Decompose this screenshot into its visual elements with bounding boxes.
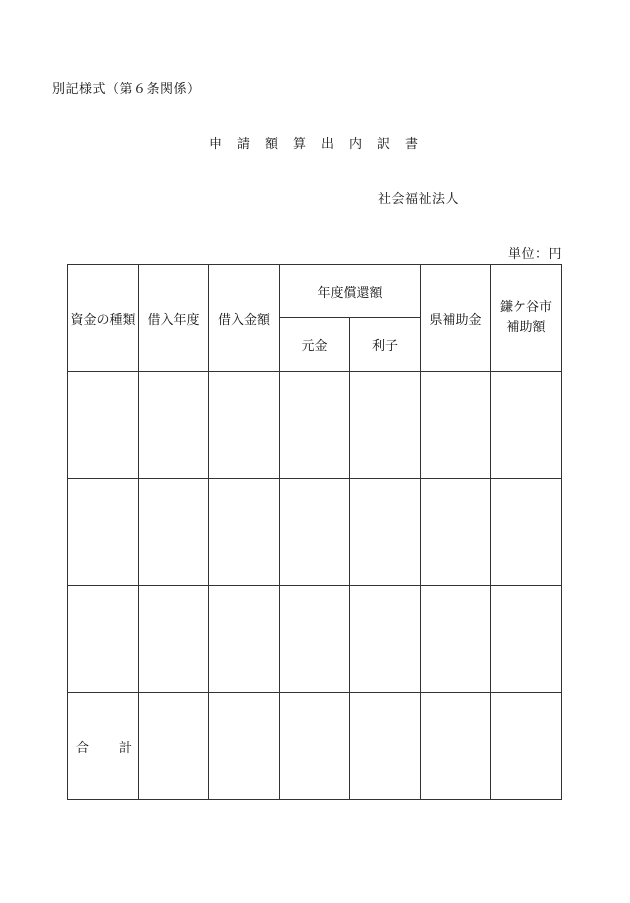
table-row	[68, 479, 562, 586]
table-cell[interactable]	[491, 586, 562, 693]
header-city-subsidy	[491, 265, 562, 372]
table-row	[68, 586, 562, 693]
table-cell[interactable]	[421, 693, 491, 800]
table-cell[interactable]	[209, 372, 280, 479]
header-annual-repayment: 年度償還額	[280, 265, 421, 318]
table-row	[68, 372, 562, 479]
table-cell[interactable]	[421, 586, 491, 693]
unit-label: 単位：円	[507, 247, 562, 262]
header-city-subsidy-line2: 補助額	[506, 320, 546, 335]
table-cell[interactable]	[350, 372, 421, 479]
table-cell[interactable]	[280, 372, 350, 479]
table-cell[interactable]	[139, 586, 209, 693]
table-cell[interactable]	[280, 479, 350, 586]
document-title: 申請額算出内訳書	[209, 137, 434, 152]
organization-label: 社会福祉法人	[378, 192, 460, 207]
table-cell[interactable]	[209, 586, 280, 693]
breakdown-table	[67, 264, 562, 800]
table-cell[interactable]	[209, 479, 280, 586]
table-cell[interactable]	[139, 372, 209, 479]
header-city-subsidy-line1: 鎌ケ谷市	[500, 300, 553, 315]
table-cell[interactable]	[68, 586, 139, 693]
header-interest: 利子	[350, 318, 421, 372]
table-cell[interactable]	[209, 693, 280, 800]
header-principal: 元金	[280, 318, 350, 372]
total-row	[68, 693, 562, 800]
table-cell[interactable]	[139, 479, 209, 586]
table-cell[interactable]	[68, 372, 139, 479]
table-cell[interactable]	[68, 479, 139, 586]
table-cell[interactable]	[421, 479, 491, 586]
table-cell[interactable]	[350, 693, 421, 800]
form-reference: 別記様式（第６条関係）	[52, 82, 201, 97]
table-cell[interactable]	[491, 693, 562, 800]
total-label	[68, 693, 139, 800]
header-borrow-amount: 借入金額	[209, 265, 280, 372]
header-city-subsidy-label	[500, 298, 552, 338]
table-cell[interactable]	[350, 586, 421, 693]
table-cell[interactable]	[350, 479, 421, 586]
header-borrow-year: 借入年度	[139, 265, 209, 372]
table-cell[interactable]	[421, 372, 491, 479]
total-label-char-1: 合	[76, 740, 90, 756]
total-label-char-2: 計	[119, 740, 133, 756]
table-cell[interactable]	[491, 479, 562, 586]
table-cell[interactable]	[280, 586, 350, 693]
table-cell[interactable]	[139, 693, 209, 800]
header-row-top	[68, 265, 562, 318]
header-prefecture-subsidy: 県補助金	[421, 265, 491, 372]
table-cell[interactable]	[280, 693, 350, 800]
table-cell[interactable]	[491, 372, 562, 479]
header-fund-type: 資金の種類	[68, 265, 139, 372]
